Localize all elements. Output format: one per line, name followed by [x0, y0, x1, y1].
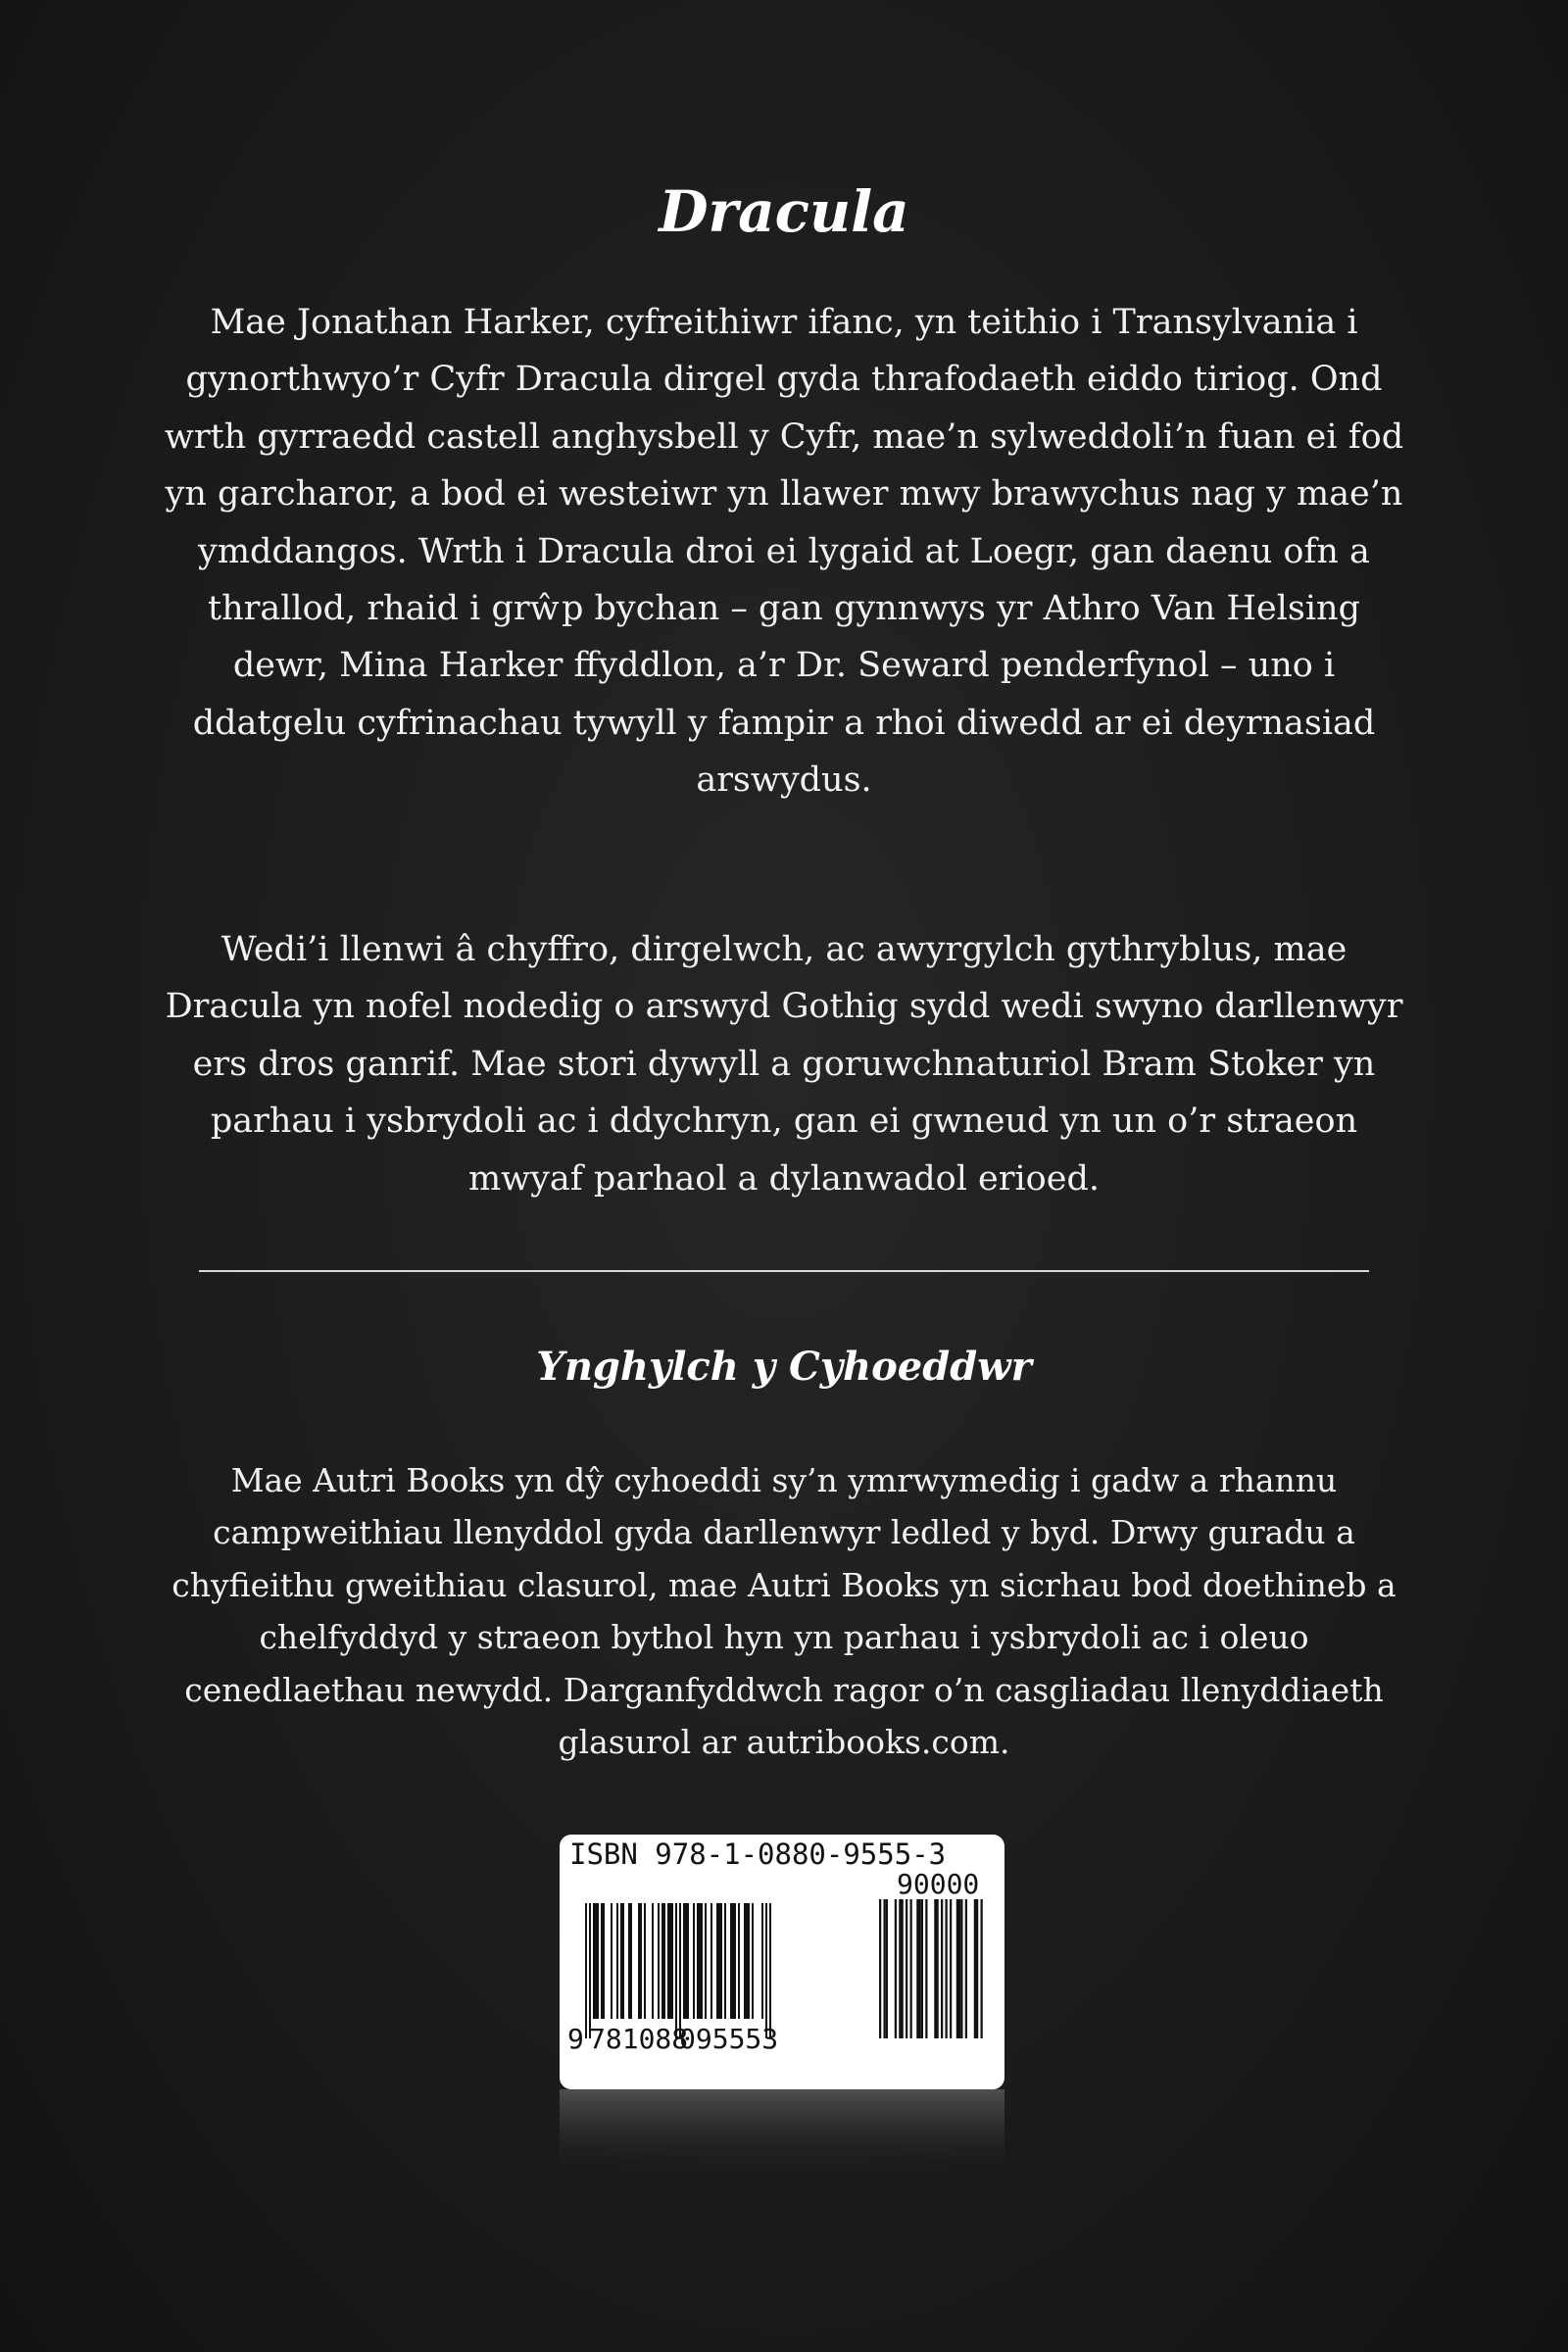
barcode-bar [611, 1903, 612, 2019]
barcode-digits: 90000 [897, 1868, 980, 1900]
barcode-bar [946, 1899, 948, 2038]
barcode-bar [974, 1899, 976, 2038]
barcode-bar [663, 1903, 665, 2019]
barcode-bar [601, 1903, 603, 2019]
barcode-bar [616, 1903, 618, 2019]
barcode-bar [937, 1899, 939, 2038]
barcode-bar [902, 1899, 904, 2038]
barcode-bar [593, 1903, 595, 2019]
barcode-bar [765, 1903, 767, 2038]
barcode-bar [667, 1903, 669, 2019]
barcode-bar [730, 1903, 732, 2019]
barcode-bar [976, 1899, 978, 2038]
barcode-bar [732, 1903, 734, 2019]
barcode-bar [746, 1903, 748, 2019]
barcode-bar [679, 1903, 681, 2038]
barcode-bar [585, 1903, 587, 2038]
barcode-bar [658, 1903, 660, 2019]
barcode-bar [958, 1899, 960, 2038]
barcode-digits: 095553 [679, 2023, 779, 2055]
barcode-bar [620, 1903, 622, 2019]
barcode-bar [761, 1903, 763, 2019]
barcode-bar [960, 1899, 962, 2038]
barcode-bar [950, 1899, 952, 2038]
barcode-bar [669, 1903, 671, 2019]
barcode-bar [595, 1903, 597, 2019]
barcode-bar [705, 1903, 707, 2019]
barcode-bar [965, 1899, 967, 2038]
barcode-digits: 9 [567, 2023, 584, 2055]
barcode-bar [701, 1903, 703, 2019]
barcode-bar [921, 1899, 923, 2038]
barcode-bar [879, 1899, 881, 2038]
barcode-bar [628, 1903, 630, 2019]
barcode-bar [886, 1899, 888, 2038]
publisher-heading: Ynghylch y Cyhoeddwr [536, 1344, 1032, 1390]
barcode-bar [956, 1899, 958, 2038]
barcode-bar [734, 1903, 736, 2019]
barcode-bar [906, 1899, 907, 2038]
barcode-bar [671, 1903, 673, 2019]
barcode-bar [630, 1903, 632, 2019]
barcode-bar [644, 1903, 646, 2019]
barcode-bar [744, 1903, 746, 2019]
barcode-bar [769, 1903, 771, 2038]
isbn-barcode [560, 1835, 1004, 2089]
barcode-bar [675, 1903, 677, 2038]
barcode-bar [716, 1903, 718, 2019]
barcode-bar [622, 1903, 624, 2019]
barcode-bar [919, 1899, 921, 2038]
praise-paragraph: Wedi’i llenwi â chyffro, dirgelwch, ac awyrgylch gythryblus, mae Dracula yn nofel nodedig o arswyd Gothig sydd wedi swyno darllenwyr ers dros ganrif. Mae stori dywyll a goruwchnaturiol Bram Stoker yn parhau i ysbrydoli ac i ddychryn, gan ei gwneud yn un o’r straeon mwyaf parhaol a dylanwadol erioed. [165, 930, 1403, 1199]
barcode-bar [662, 1903, 663, 2019]
barcode-bar [720, 1903, 722, 2019]
barcode-graphic [560, 1835, 1004, 2089]
barcode-digits: 781088 [589, 2023, 689, 2055]
barcode-bar [597, 1903, 599, 2019]
barcode-bar [603, 1903, 605, 2019]
barcode-reflection [560, 2089, 1004, 2178]
barcode-bar [899, 1899, 901, 2038]
barcode-bar [724, 1903, 726, 2019]
barcode-bar [895, 1899, 897, 2038]
section-divider [199, 1270, 1369, 1272]
synopsis-paragraph: Mae Jonathan Harker, cyfreithiwr ifanc, yn teithio i Transylvania i gynorthwyo’r Cyfr Dracula dirgel gyda thrafodaeth eiddo tiriog. Ond wrth gyrraedd castell anghysbell y Cyfr, mae’n sylweddoli’n fuan ei fod yn garcharor, a bod ei westeiwr yn llawer mwy brawychus nag y mae’n ymddangos. Wrth i Dracula droi ei lygaid at Loegr, gan daenu ofn a thrallod, rhaid i grŵp bychan – gan gynnwys yr Athro Van Helsing dewr, Mina Harker ffyddlon, a’r Dr. Seward penderfynol – uno i ddatgelu cyfrinachau tywyll y fampir a rhoi diwedd ar ei deyrnasiad arswydus. [164, 303, 1404, 801]
barcode-bar [589, 1903, 591, 2038]
barcode-bar [718, 1903, 720, 2019]
barcode-bar [925, 1899, 927, 2038]
barcode-bar [687, 1903, 689, 2019]
barcode-bar [693, 1903, 695, 2019]
book-title: Dracula [659, 178, 909, 245]
isbn-label: ISBN 978-1-0880-9555-3 [569, 1838, 947, 1871]
barcode-bar [748, 1903, 750, 2019]
barcode-bar [640, 1903, 642, 2019]
barcode-bar [916, 1899, 918, 2038]
barcode-bar [697, 1903, 699, 2019]
barcode-bar [685, 1903, 687, 2019]
barcode-bar [652, 1903, 654, 2019]
barcode-bar [941, 1899, 943, 2038]
publisher-paragraph: Mae Autri Books yn dŷ cyhoeddi sy’n ymrwymedig i gadw a rhannu campweithiau llenyddol gyda darllenwyr ledled y byd. Drwy guradu a chyfieithu gweithiau clasurol, mae Autri Books yn sicrhau bod doethineb a chelfyddyd y straeon bythol hyn yn parhau i ysbrydoli ac i oleuo cenedlaethau newydd. Darganfyddwch ragor o’n casgliadau llenyddiaeth glasurol ar autribooks.com. [172, 1461, 1396, 1762]
barcode-bar [638, 1903, 640, 2019]
barcode-bar [710, 1903, 712, 2019]
barcode-bar [934, 1899, 936, 2038]
barcode-bar [752, 1903, 754, 2019]
barcode-bar [981, 1899, 983, 2038]
barcode-bar [738, 1903, 740, 2019]
barcode-bar [699, 1903, 701, 2019]
barcode-bar [884, 1899, 886, 2038]
barcode-bar [683, 1903, 685, 2019]
barcode-bar [910, 1899, 912, 2038]
